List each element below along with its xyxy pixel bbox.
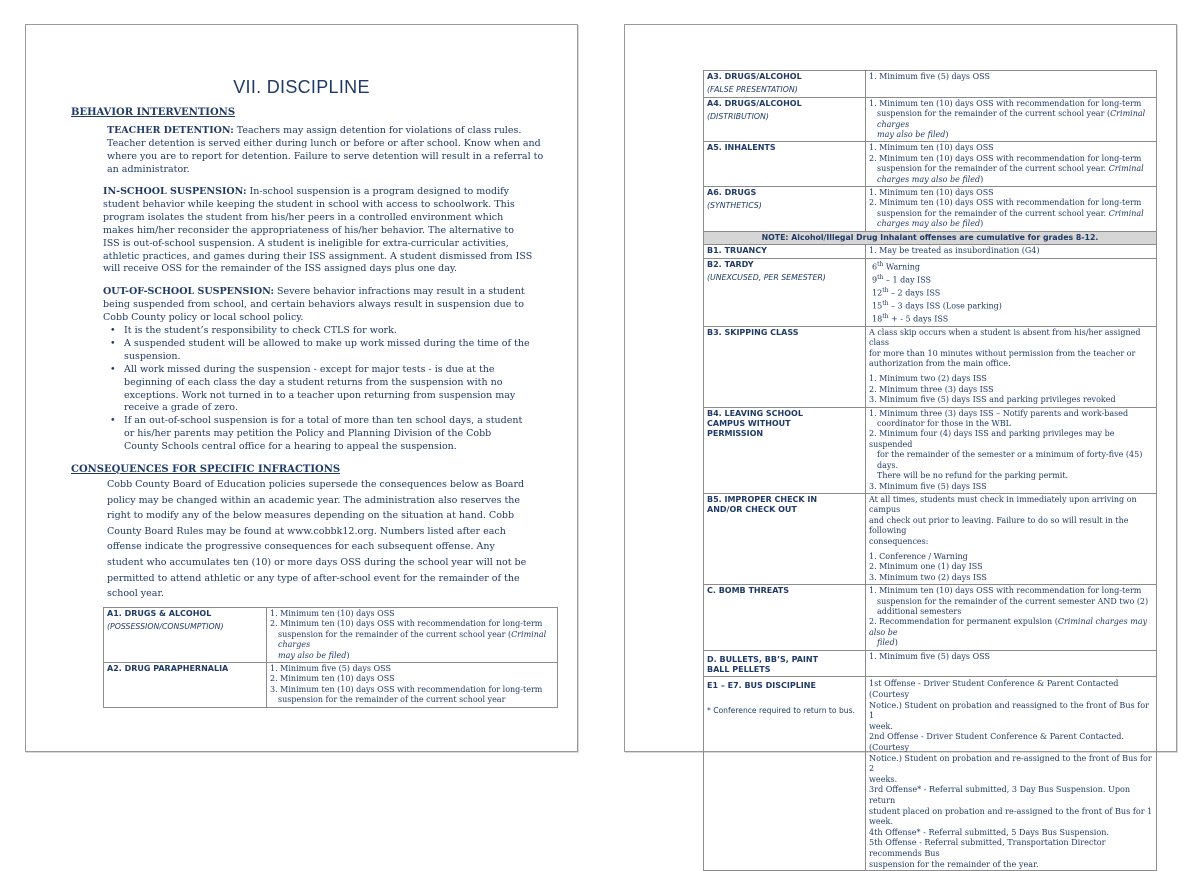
consequence-cell: [267, 608, 558, 663]
offense-cell: [704, 187, 866, 232]
offense-name: E1 – E7. BUS DISCIPLINE: [707, 681, 816, 691]
consequence-item: 2. Minimum three (3) days ISS: [869, 384, 994, 394]
tardy-count: 9: [872, 275, 878, 285]
text-line: and check out prior to leaving. Failure to do so will result in the following: [869, 515, 1129, 536]
text-line: school year.: [107, 588, 164, 600]
consequence-item: 1. Minimum ten (10) days OSS: [869, 143, 994, 153]
criminal-charges-note: Criminal: [1108, 164, 1144, 174]
tardy-count: 12: [872, 288, 883, 298]
behavior-interventions-heading: BEHAVIOR INTERVENTIONS: [71, 107, 236, 118]
criminal-charges-note: Criminal: [1108, 208, 1144, 218]
table-row: [704, 650, 1157, 677]
text-line: 2. Recommendation for permanent expulsion (: [869, 617, 1058, 627]
consequence-item: 2. Minimum ten (10) days OSS with recommendation for long-term: [869, 198, 1142, 208]
offense-cell: [704, 650, 866, 677]
page-title: VII. DISCIPLINE: [233, 77, 370, 97]
text-line: suspension for the remainder of the year.: [869, 858, 1039, 869]
tardy-line: [872, 286, 1153, 299]
consequence-item: [270, 619, 554, 629]
tardy-count: 18: [872, 314, 883, 324]
consequence-cell: [866, 187, 1157, 232]
offense-name: C. BOMB THREATS: [707, 586, 790, 596]
table-row: [704, 71, 1157, 98]
table-row: [704, 142, 1157, 187]
ordinal-suffix: th: [882, 286, 889, 294]
consequence-item: 1. Minimum five (5) days OSS: [869, 72, 990, 81]
table-row: [104, 608, 558, 663]
offense-cell: [704, 585, 866, 650]
text-line: • If an out-of-school suspension is for a total of more than ten school days, a student: [124, 415, 523, 427]
text-line: program isolates the student from his/her peers in a controlled environment which: [103, 211, 504, 223]
offense-cell: [704, 97, 866, 142]
consequence-item-cont: [869, 109, 1153, 130]
consequence-item: 3. Minimum five (5) days ISS and parking privileges revoked: [869, 395, 1116, 405]
iss-label: IN-SCHOOL SUSPENSION:: [103, 186, 247, 197]
table-row: [704, 231, 1157, 244]
text-line: consequences:: [869, 536, 929, 546]
text-line: ): [980, 174, 984, 184]
consequence-item: 1. May be treated as insubordination (G4): [869, 246, 1040, 256]
tardy-consequence: – 3 days ISS (Lose parking): [888, 301, 1002, 311]
consequence-item: 1. Minimum two (2) days ISS: [869, 374, 987, 384]
consequence-cell: [866, 245, 1157, 258]
text-line: • All work missed during the suspension - except for major tests - is due at the: [124, 363, 495, 375]
list-item: [124, 364, 564, 416]
consequence-item-cont: for the remainder of the semester or a minimum of forty-five (45) days.: [877, 450, 1143, 470]
text-line: Teachers may assign detention for violations of class rules.: [233, 125, 522, 136]
criminal-charges-note: Criminal charges: [278, 629, 547, 650]
offense-subtitle: (FALSE PRESENTATION): [707, 85, 798, 95]
list-item: [124, 415, 564, 454]
consequence-cell: [866, 493, 1157, 584]
text-line: authorization from the main office.: [869, 359, 1011, 369]
text-line: athletic practices, and games during their ISS assignment. A student dismissed from ISS: [103, 250, 533, 262]
consequence-cell: [866, 97, 1157, 142]
criminal-charges-note: Criminal charges may also be: [869, 617, 1148, 637]
table-row: [704, 326, 1157, 407]
offense-cell: [704, 245, 866, 258]
offense-subtitle: (SYNTHETICS): [707, 201, 762, 211]
offense-cell: [704, 71, 866, 98]
offense-name: A2. DRUG PARAPHERNALIA: [107, 664, 229, 674]
text-line: suspension for the remainder of the current school year.: [877, 164, 1109, 174]
text-line: offense indicate the progressive consequences for each subsequent offense. Any: [107, 541, 495, 553]
text-line: Teacher detention is served either during lunch or before or after school. Know when and: [107, 137, 541, 149]
offense-cell: [704, 326, 866, 407]
consequence-item-cont: [869, 219, 1153, 229]
offense-cell: [704, 258, 866, 326]
consequence-item: 1. Minimum ten (10) days OSS: [869, 188, 994, 198]
tardy-consequence: + - 5 days ISS: [888, 314, 949, 324]
ordinal-suffix: th: [882, 299, 889, 307]
text-line: Cobb County policy or local school policy.: [103, 311, 304, 323]
consequences-heading: CONSEQUENCES FOR SPECIFIC INFRACTIONS: [71, 464, 341, 475]
teacher-detention-paragraph: [107, 125, 562, 177]
consequence-item: 1. Minimum five (5) days OSS: [270, 664, 391, 674]
consequence-cell: [866, 585, 1157, 650]
offense-name: B1. TRUANCY: [707, 246, 767, 256]
cumulative-note: NOTE: Alcohol/Illegal Drug Inhalant offenses are cumulative for grades 8-12.: [704, 231, 1157, 244]
offense-name: CAMPUS WITHOUT: [707, 419, 791, 429]
out-of-school-suspension-paragraph: [103, 286, 563, 325]
tardy-line: [872, 312, 1153, 325]
left-page: [25, 24, 578, 752]
text-line: County Schools central office for a hearing to appeal the suspension.: [124, 441, 457, 453]
table-row: [104, 663, 558, 708]
offense-name: B4. LEAVING SCHOOL: [707, 408, 803, 418]
text-line: suspension for the remainder of the current school year (: [278, 629, 512, 639]
consequence-item-cont: suspension for the remainder of the current school year: [278, 695, 506, 705]
text-line: 5th Offense - Referral submitted, Transportation Director recommends Bus: [869, 837, 1106, 858]
text-line: 1st Offense - Driver Student Conference & Parent Contacted (Courtesy: [869, 678, 1119, 699]
consequence-cell: [866, 677, 1157, 871]
text-line: makes him/her reconsider the appropriateness of his/her behavior. The alternative to: [103, 224, 514, 236]
consequence-item-cont: suspension for the remainder of the current semester AND two (2): [877, 596, 1149, 606]
ordinal-suffix: th: [877, 273, 884, 281]
right-page: [624, 24, 1177, 869]
text-line: where you are to report for detention. Failure to serve detention will result in a referral to: [107, 150, 544, 162]
offense-cell: [704, 407, 866, 493]
consequence-cell: [866, 326, 1157, 407]
consequence-cell: [866, 142, 1157, 187]
tardy-count: 6: [872, 262, 878, 272]
criminal-charges-note: Criminal charges: [877, 109, 1146, 129]
offense-name: A3. DRUGS/ALCOHOL: [707, 72, 802, 81]
table-row: [704, 245, 1157, 258]
text-line: an administrator.: [107, 163, 190, 175]
bus-conference-note: * Conference required to return to bus.: [707, 705, 855, 715]
consequence-item: 3. Minimum two (2) days ISS: [869, 572, 987, 582]
offense-name: A6. DRUGS: [707, 188, 757, 198]
text-line: suspension.: [124, 350, 181, 362]
consequence-item-cont: [869, 130, 1153, 140]
ordinal-suffix: th: [877, 260, 884, 268]
oss-label: OUT-OF-SCHOOL SUSPENSION:: [103, 286, 274, 297]
text-line: week.: [869, 720, 893, 731]
text-line: 3rd Offense* - Referral submitted, 3 Day Bus Suspension. Upon return: [869, 784, 1131, 805]
consequence-item-cont: [270, 630, 554, 651]
offense-name: AND/OR CHECK OUT: [707, 505, 797, 515]
table-row: [704, 187, 1157, 232]
offense-cell: [104, 663, 267, 708]
text-line: Notice.) Student on probation and reassigned to the front of Bus for 1: [869, 699, 1150, 721]
consequence-item: 1. Minimum five (5) days OSS: [869, 651, 990, 661]
consequence-item: 1. Minimum ten (10) days OSS with recommendation for long-term: [869, 586, 1142, 596]
criminal-charges-note: charges may also be filed: [877, 219, 981, 229]
oss-bullet-list: [106, 325, 564, 454]
offense-cell: [104, 608, 267, 663]
text-line: receive a grade of zero.: [124, 402, 238, 414]
text-line: right to modify any of the below measures depending on the situation at hand. Cobb: [107, 510, 515, 522]
offense-name: B2. TARDY: [707, 259, 754, 269]
consequence-item-cont: [869, 175, 1153, 185]
table-row: [704, 258, 1157, 326]
consequence-item-cont: coordinator for those in the WBL: [877, 419, 1011, 429]
consequence-item: [869, 617, 1153, 638]
consequence-item-cont: [869, 209, 1153, 219]
text-line: ): [346, 650, 350, 660]
text-line: student who accumulates ten (10) or more days OSS during the school year will not be: [107, 556, 527, 568]
consequence-item-cont: [869, 164, 1153, 174]
text-line: County Board Rules may be found at www.cobbk12.org. Numbers listed after each: [107, 525, 506, 537]
criminal-charges-note: filed: [877, 638, 895, 648]
offense-subtitle: (UNEXCUSED, PER SEMESTER): [707, 272, 826, 282]
offense-name: PERMISSION: [707, 429, 764, 439]
text-line: Severe behavior infractions may result in a student: [273, 286, 525, 297]
text-line: In-school suspension is a program designed to modify: [246, 186, 509, 197]
table-row: [704, 493, 1157, 584]
infractions-table-left: [103, 607, 558, 708]
consequence-item: 3. Minimum five (5) days ISS: [869, 481, 987, 491]
list-item: [124, 325, 564, 338]
tardy-line: [872, 299, 1153, 312]
tardy-line: [872, 273, 1153, 286]
consequence-cell: [866, 407, 1157, 493]
consequence-item: 1. Conference / Warning: [869, 551, 968, 561]
offense-cell: [704, 142, 866, 187]
consequence-item: 2. Minimum one (1) day ISS: [869, 562, 983, 572]
text-line: A class skip occurs when a student is absent from his/her assigned class: [869, 327, 1141, 348]
offense-name: A4. DRUGS/ALCOHOL: [707, 98, 802, 108]
in-school-suspension-paragraph: [103, 186, 563, 276]
text-line: 2nd Offense - Driver Student Conference & Parent Contacted. (Courtesy: [869, 731, 1124, 752]
consequence-item: 2. Minimum ten (10) days OSS with recommendation for long-term: [869, 153, 1142, 163]
offense-subtitle: (DISTRIBUTION): [707, 112, 769, 122]
text-line: Notice.) Student on probation and re-assigned to the front of Bus for 2: [869, 752, 1152, 774]
table-row: [704, 97, 1157, 142]
text-line: weeks.: [869, 773, 898, 784]
tardy-count: 15: [872, 301, 883, 311]
text-line: policy may be changed within an academic year. The administration also reserves the: [107, 494, 521, 506]
text-line: ): [980, 219, 984, 229]
text-line: 2. Minimum ten (10) days OSS with recommendation for long-term: [270, 619, 543, 629]
text-line: ): [945, 130, 949, 140]
criminal-charges-note: may also be filed: [278, 650, 347, 660]
tardy-line: [872, 260, 1153, 273]
text-line: being suspended from school, and certain behaviors always result in suspension due to: [103, 298, 524, 310]
text-line: • It is the student’s responsibility to check CTLS for work.: [124, 325, 397, 336]
text-line: or his/her parents may petition the Policy and Planning Division of the Cobb: [124, 428, 492, 440]
consequence-item-cont: [270, 651, 554, 661]
consequence-item-cont: There will be no refund for the parking permit.: [877, 471, 1069, 481]
offense-cell: [704, 493, 866, 584]
offense-name: D. BULLETS, BB’S, PAINT: [707, 654, 819, 664]
consequence-cell: [267, 663, 558, 708]
text-line: 4th Offense* - Referral submitted, 5 Days Bus Suspension.: [869, 826, 1109, 837]
text-line: ISS is out-of-school suspension. A student is ineligible for extra-curricular activities,: [103, 237, 509, 249]
consequence-item: 2. Minimum four (4) days ISS and parking privileges may be suspended: [869, 429, 1115, 449]
tardy-consequence: – 1 day ISS: [883, 275, 932, 285]
offense-name: A1. DRUGS & ALCOHOL: [107, 609, 212, 618]
text-line: suspension for the remainder of the current school year.: [877, 208, 1109, 218]
consequence-item-cont: additional semesters: [877, 606, 962, 616]
text-line: for more than 10 minutes without permission from the teacher or: [869, 348, 1136, 358]
text-line: At all times, students must check in immediately upon arriving on campus: [869, 494, 1137, 515]
criminal-charges-note: charges may also be filed: [877, 174, 981, 184]
text-line: student behavior while keeping the student in school with access to schoolwork. This: [103, 198, 515, 210]
list-item: [124, 338, 564, 364]
ordinal-suffix: th: [882, 312, 889, 320]
consequence-cell: [866, 650, 1157, 677]
text-line: • A suspended student will be allowed to make up work missed during the time of the: [124, 337, 530, 349]
consequence-item: 3. Minimum ten (10) days OSS with recommendation for long-term: [270, 684, 543, 694]
tardy-consequence: Warning: [883, 262, 921, 272]
teacher-detention-label: TEACHER DETENTION:: [107, 125, 234, 136]
text-line: exceptions. Work not turned in to a teacher upon returning from suspension may: [124, 389, 516, 401]
offense-name: B3. SKIPPING CLASS: [707, 327, 799, 337]
offense-subtitle: (POSSESSION/CONSUMPTION): [107, 622, 224, 632]
consequence-item-cont: [869, 638, 1153, 648]
offense-name: BALL PELLETS: [707, 665, 771, 674]
text-line: Cobb County Board of Education policies supersede the consequences below as Board: [107, 479, 525, 490]
consequence-cell: [866, 258, 1157, 326]
consequence-cell: [866, 71, 1157, 98]
text-line: permitted to attend athletic or any type of after-school event for the remainder of the: [107, 572, 520, 584]
table-row: [704, 407, 1157, 493]
criminal-charges-note: may also be filed: [877, 130, 946, 140]
text-line: beginning of each class the day a student returns from the suspension with no: [124, 376, 503, 388]
text-line: student placed on probation and re-assigned to the front of Bus for 1 week.: [869, 805, 1153, 827]
consequence-item: 1. Minimum three (3) days ISS – Notify parents and work-based: [869, 408, 1129, 418]
table-row: [704, 585, 1157, 650]
offense-name: B5. IMPROPER CHECK IN: [707, 494, 818, 504]
text-line: suspension for the remainder of the current school year (: [877, 109, 1111, 119]
text-line: ): [894, 638, 898, 648]
consequence-item: 2. Minimum ten (10) days OSS: [270, 674, 395, 684]
tardy-consequence: – 2 days ISS: [888, 288, 941, 298]
consequence-item: 1. Minimum ten (10) days OSS: [270, 609, 395, 618]
text-line: will receive OSS for the remainder of the ISS assigned days plus one day.: [103, 263, 458, 275]
table-row: [704, 677, 1157, 871]
offense-cell: [704, 677, 866, 871]
offense-name: A5. INHALENTS: [707, 143, 776, 153]
consequences-paragraph: [107, 477, 567, 602]
consequence-item: 1. Minimum ten (10) days OSS with recommendation for long-term: [869, 98, 1142, 108]
infractions-table-right: [703, 70, 1157, 871]
